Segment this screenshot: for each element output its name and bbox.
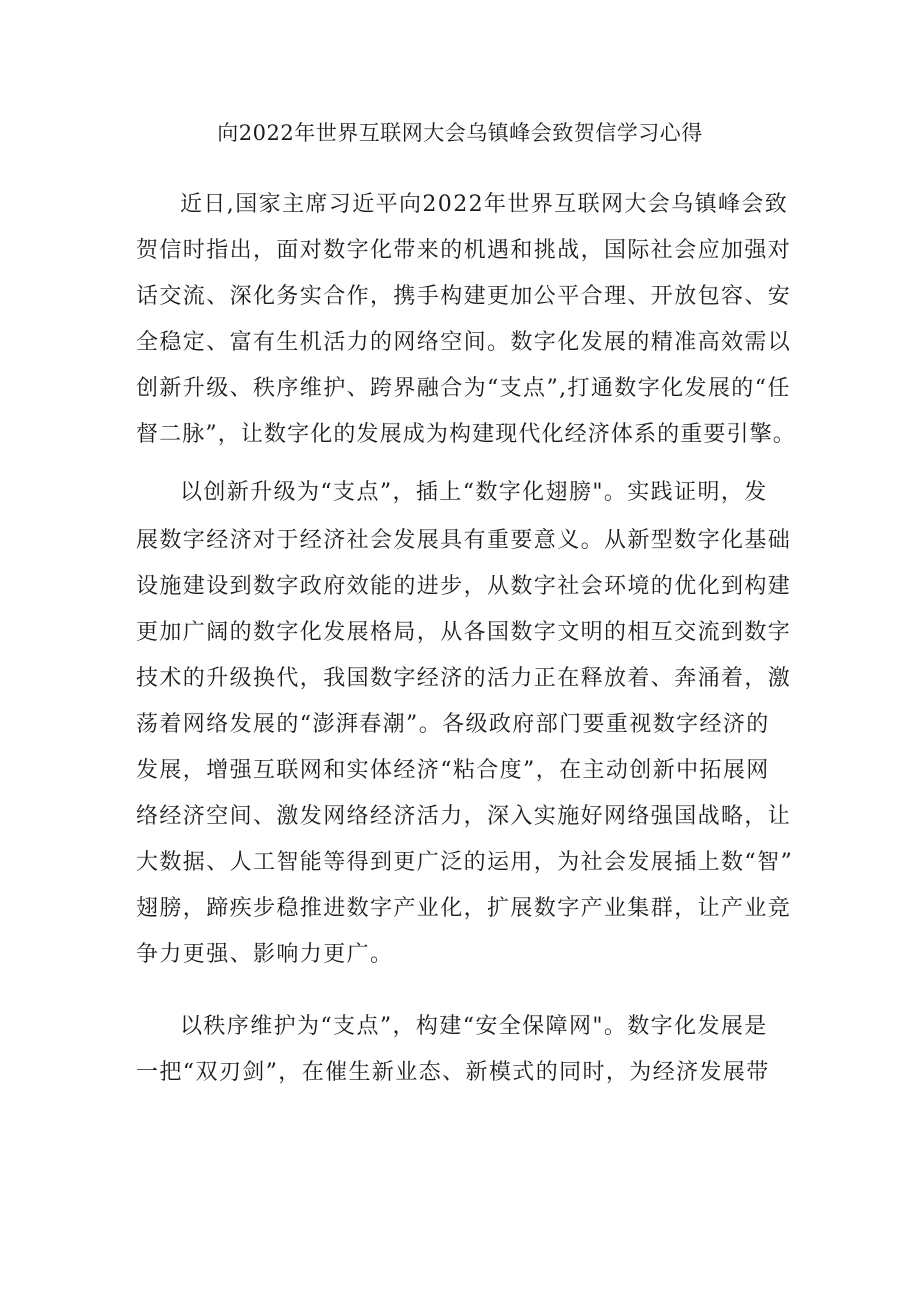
paragraph-line: 一把“双刃剑”，在催生新业态、新模式的同时，为经济发展带: [136, 1060, 770, 1085]
paragraph-line: 络经济空间、激发网络经济活力，深入实施好网络强国战略，让: [136, 804, 792, 829]
paragraph-line: 话交流、深化务实合作，携手构建更加公平合理、开放包容、安: [136, 284, 792, 309]
paragraph-line: 设施建设到数字政府效能的进步，从数字社会环境的优化到构建: [136, 574, 792, 599]
paragraph-line: 技术的升级换代，我国数字经济的活力正在释放着、奔涌着，激: [136, 666, 792, 691]
paragraph-line: 大数据、人工智能等得到更广泛的运用，为社会发展插上数“智”: [136, 850, 794, 875]
paragraph-line: 近日,国家主席习近平向2022年世界互联网大会乌镇峰会致: [180, 192, 789, 217]
paragraph-line: 全稳定、富有生机活力的网络空间。数字化发展的精准高效需以: [136, 330, 792, 355]
paragraph-line: 以秩序维护为“支点”，构建“安全保障网"。数字化发展是: [180, 1014, 768, 1039]
paragraph-line: 展数字经济对于经济社会发展具有重要意义。从新型数字化基础: [136, 528, 792, 553]
paragraph-line: 荡着网络发展的“澎湃春潮”。各级政府部门要重视数字经济的: [136, 712, 770, 737]
paragraph-line: 发展，增强互联网和实体经济“粘合度”，在主动创新中拓展网: [136, 758, 770, 783]
paragraph-line: 督二脉”，让数字化的发展成为构建现代化经济体系的重要引擎。: [136, 422, 796, 447]
paragraph-line: 更加广阔的数字化发展格局，从各国数字文明的相互交流到数字: [136, 620, 792, 645]
paragraph-line: 翅膀，蹄疾步稳推进数字产业化，扩展数字产业集群，让产业竞: [136, 896, 792, 921]
paragraph-line: 创新升级、秩序维护、跨界融合为“支点”,打通数字化发展的“任: [136, 376, 791, 401]
paragraph-line: 争力更强、影响力更广。: [136, 942, 394, 967]
paragraph-line: 贺信时指出，面对数字化带来的机遇和挑战，国际社会应加强对: [136, 238, 792, 263]
paragraph-line: 以创新升级为“支点”，插上“数字化翅膀"。实践证明，发: [180, 480, 768, 505]
document-title: 向2022年世界互联网大会乌镇峰会致贺信学习心得: [217, 121, 703, 145]
